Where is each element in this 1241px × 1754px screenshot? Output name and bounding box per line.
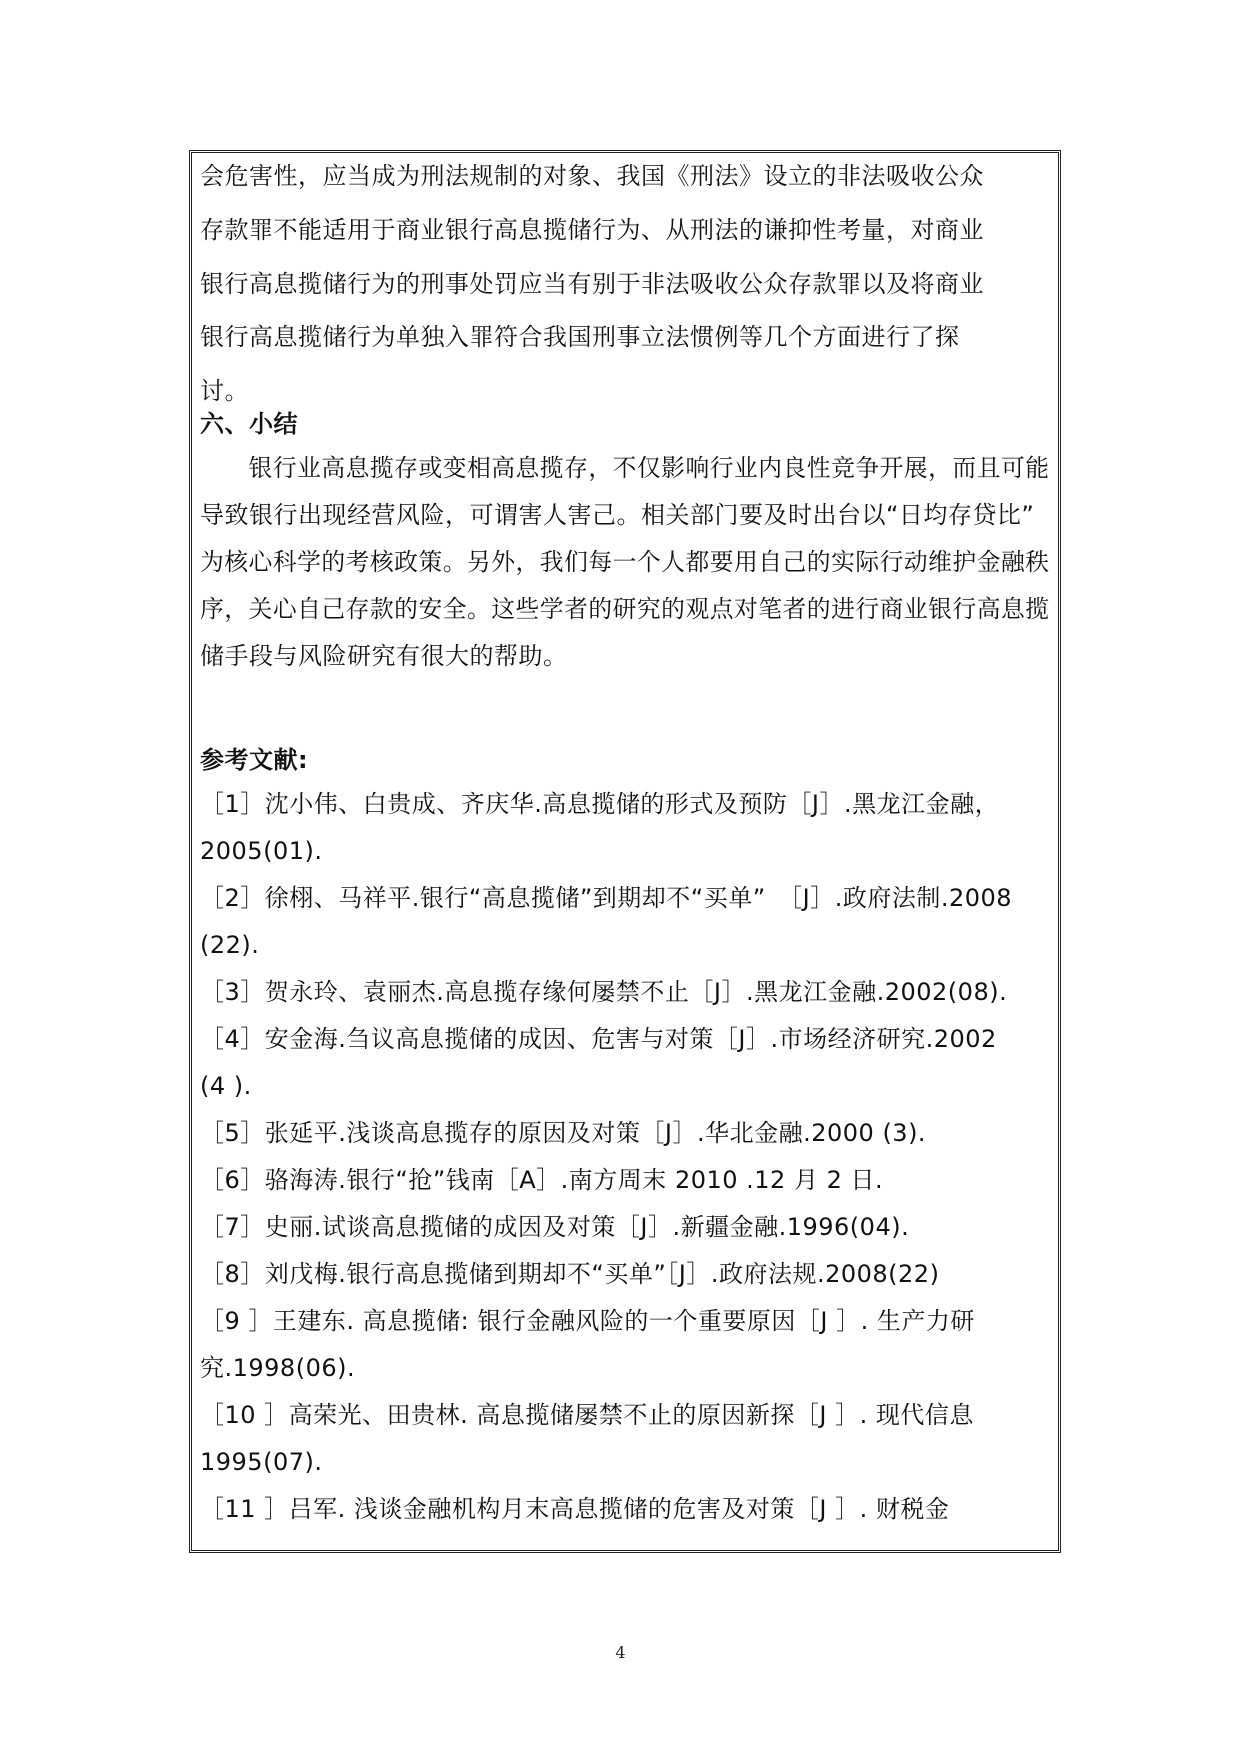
reference-line: ［3］贺永玲、袁丽杰.高息揽存缘何屡禁不止［J］.黑龙江金融.2002(08).	[200, 978, 1008, 1006]
summary-line-4: 序，关心自己存款的安全。这些学者的研究的观点对笔者的进行商业银行高息揽	[200, 595, 1050, 623]
reference-line: ［1］沈小伟、白贵成、齐庆华.高息揽储的形式及预防［J］.黑龙江金融，	[200, 790, 1000, 818]
reference-line: (22).	[200, 931, 260, 959]
section-heading-summary: 六、小结	[200, 410, 298, 438]
summary-line-2: 导致银行出现经营风险，可谓害人害己。相关部门要及时出台以“日均存贷比”	[200, 501, 1035, 529]
abstract-line-4: 银行高息揽储行为单独入罪符合我国刑事立法惯例等几个方面进行了探	[200, 323, 960, 351]
summary-line-5: 储手段与风险研究有很大的帮助。	[200, 642, 568, 670]
summary-line-3: 为核心科学的考核政策。另外，我们每一个人都要用自己的实际行动维护金融秩	[200, 548, 1050, 576]
reference-line: 2005(01).	[200, 837, 323, 865]
reference-line: ［4］安金海.刍议高息揽储的成因、危害与对策［J］.市场经济研究.2002	[200, 1025, 997, 1053]
reference-line: 1995(07).	[200, 1448, 323, 1476]
reference-line: ［10 ］高荣光、田贵林. 高息揽储屡禁不止的原因新探［J ］. 现代信息	[200, 1401, 974, 1429]
abstract-line-5: 讨。	[200, 377, 249, 405]
reference-line: (4 ).	[200, 1072, 252, 1100]
summary-line-1: 银行业高息揽存或变相高息揽存，不仅影响行业内良性竞争开展，而且可能	[200, 454, 1050, 482]
page-number: 4	[615, 1643, 626, 1662]
reference-line: ［8］刘戊梅.银行高息揽储到期却不“买单”［J］.政府法规.2008(22)	[200, 1260, 940, 1288]
reference-line: ［9 ］王建东. 高息揽储: 银行金融风险的一个重要原因［J ］. 生产力研	[200, 1307, 975, 1335]
reference-line: ［11 ］吕军. 浅谈金融机构月末高息揽储的危害及对策［J ］. 财税金	[200, 1495, 950, 1523]
abstract-line-1: 会危害性，应当成为刑法规制的对象、我国《刑法》设立的非法吸收公众	[200, 162, 984, 190]
reference-line: 究.1998(06).	[200, 1354, 356, 1382]
reference-line: ［5］张延平.浅谈高息揽存的原因及对策［J］.华北金融.2000 (3).	[200, 1119, 927, 1147]
abstract-line-2: 存款罪不能适用于商业银行高息揽储行为、从刑法的谦抑性考量，对商业	[200, 216, 984, 244]
reference-line: ［7］史丽.试谈高息揽储的成因及对策［J］.新疆金融.1996(04).	[200, 1213, 910, 1241]
references-heading: 参考文献:	[200, 746, 309, 774]
reference-line: ［2］徐栩、马祥平.银行“高息揽储”到期却不“买单” ［J］.政府法制.2008	[200, 884, 1013, 912]
reference-line: ［6］骆海涛.银行“抢”钱南［A］.南方周末 2010 .12 月 2 日.	[200, 1166, 884, 1194]
abstract-line-3: 银行高息揽储行为的刑事处罚应当有别于非法吸收公众存款罪以及将商业	[200, 270, 984, 298]
